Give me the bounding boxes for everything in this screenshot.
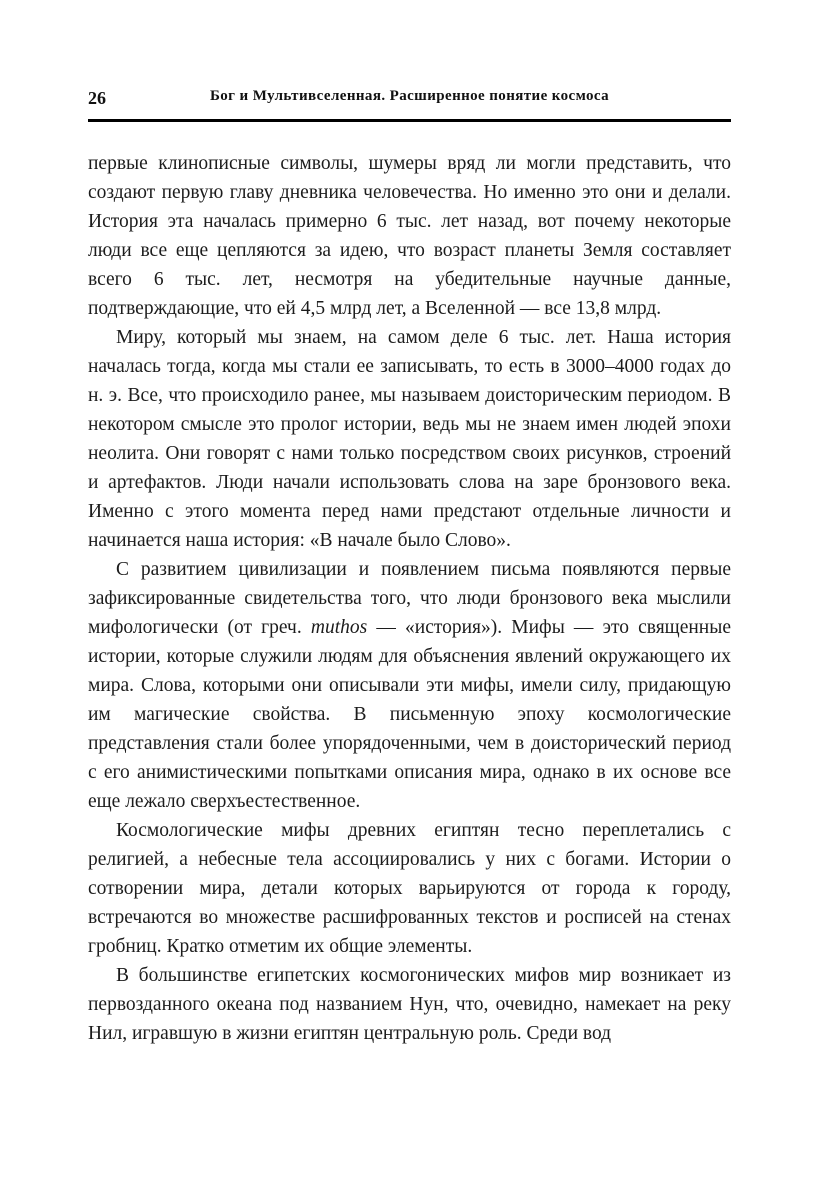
paragraph	[88, 323, 731, 555]
text-run: первые клинописные символы, шумеры вряд ли могли представить, что создают первую главу дневника человечества. Но именно это они и делали. История эта началась примерно 6 тыс. лет назад, вот почему некоторые люди все еще цепляются за идею, что возраст планеты Земля составляет всего 6 тыс. лет, несмотря на убедительные научные данные, подтверждающие, что ей 4,5 млрд лет, а Вселенной — все 13,8 млрд.	[88, 153, 731, 319]
page-body	[88, 149, 731, 1048]
text-run: В большинстве египетских космогонических мифов мир возникает из первозданного океана под названием Нун, что, очевидно, намекает на реку Нил, игравшую в жизни египтян центральную роль. Среди вод	[88, 965, 731, 1044]
text-run: Космологические мифы древних египтян тесно переплетались с религией, а небесные тела ассоциировались у них с богами. Истории о сотворении мира, детали которых варьируются от города к городу, встречаются во множестве расшифрованных текстов и росписей на стенах гробниц. Кратко отметим их общие элементы.	[88, 820, 731, 957]
paragraph	[88, 555, 731, 816]
text-run: Миру, который мы знаем, на самом деле 6 тыс. лет. Наша история началась тогда, когда мы стали ее записывать, то есть в 3000–4000 годах до н. э. Все, что происходило ранее, мы называем доисторическим периодом. В некотором смысле это пролог истории, ведь мы не знаем имен людей эпохи неолита. Они говорят с нами только посредством своих рисунков, строений и артефактов. Люди начали использовать слова на заре бронзового века. Именно с этого момента перед нами предстают отдельные личности и начинается наша история: «В начале было Слово».	[88, 327, 731, 551]
text-run: С развитием цивилизации и появлением письма появляются первые зафиксированные свидетельства того, что люди бронзового века мыслили мифологически (от греч.	[88, 559, 731, 638]
text-run: — «история»). Мифы — это священные истории, которые служили людям для объяснения явлений окружающего их мира. Слова, которыми они описывали эти мифы, имели силу, придающую им магические свойства. В письменную эпоху космологические представления стали более упорядоченными, чем в доисторический период с его анимистическими попытками описания мира, однако в их основе все еще лежало сверхъестественное.	[88, 617, 731, 812]
italic-term: muthos	[310, 617, 368, 638]
paragraph	[88, 961, 731, 1048]
paragraph	[88, 816, 731, 961]
running-head	[88, 88, 731, 122]
page-number: 26	[88, 88, 106, 108]
running-title: Бог и Мультивселенная. Расширенное понятие космоса	[209, 88, 610, 104]
paragraph	[88, 149, 731, 323]
